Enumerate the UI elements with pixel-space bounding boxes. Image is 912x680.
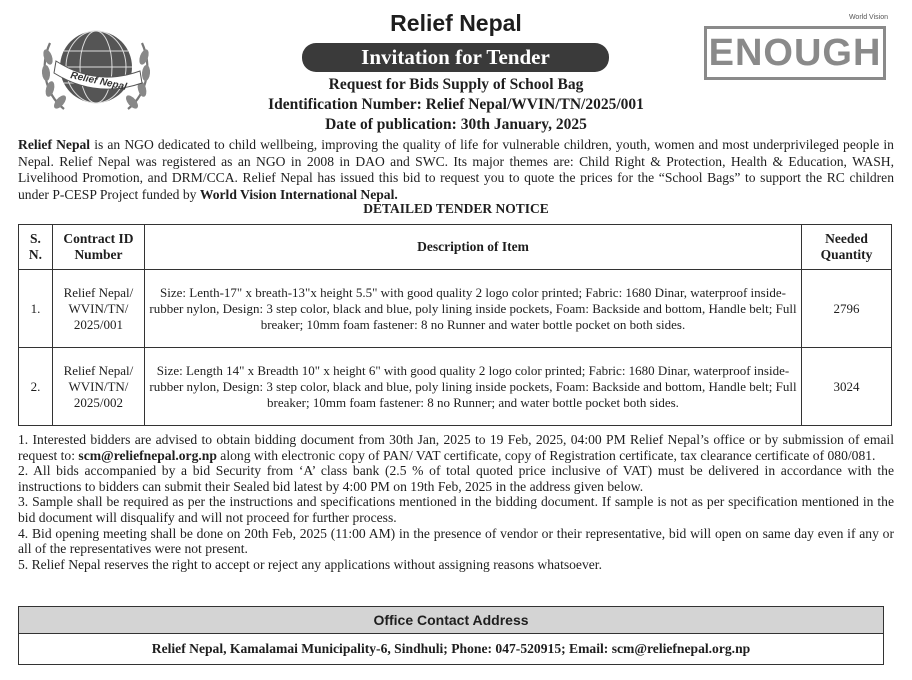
world-vision-caption: World Vision (848, 14, 888, 21)
table-row (19, 270, 892, 348)
table-row (19, 348, 892, 426)
note-email: scm@reliefnepal.org.np (78, 447, 217, 463)
intro-lead: Relief Nepal (18, 137, 91, 152)
publication-date: Date of publication: 30th January, 2025 (325, 116, 587, 133)
note-5: 5. Relief Nepal reserves the right to accept or reject any applications without assigning reasons whatsoever. (18, 556, 602, 572)
note-1: 1. Interested bidders are advised to obtain bidding document from 30th Jan, 2025 to 19 Feb, 2025, 04:00 PM Relief Nepal’s office or by submission of email request to: scm@reliefnepal.org.np along with electronic copy of PAN/ VAT certificate, copy of Registration certificate, tax clearance certificate of 080/081. (18, 432, 894, 463)
header-description: Description of Item (144, 225, 801, 270)
identification-number: Identification Number: Relief Nepal/WVIN/TN/2025/001 (268, 96, 644, 113)
row-description: Size: Lenth-17" x breath-13"x height 5.5" with good quality 2 logo color printed; Fabric: 1680 Dinar, waterproof inside-rubber nylon, Design: 3 step color, black and blue, poly lining inside pockets, Foam: Backside and bottom, Handle belt; Full breaker; 10mm foam fastener: 8 no Runner and water bottle pocket on both sides. (144, 270, 801, 348)
table-header-row (19, 225, 892, 270)
row-quantity: 3024 (802, 348, 892, 426)
tender-banner: Invitation for Tender (302, 43, 609, 72)
office-heading: Office Contact Address (19, 607, 883, 634)
header-sn: S. N. (19, 225, 53, 270)
tender-table (18, 224, 892, 426)
row-sn: 1. (19, 270, 53, 348)
office-address: Relief Nepal, Kamalamai Municipality-6, Sindhuli; Phone: 047-520915; Email: scm@reliefnepal.org.np (151, 641, 751, 656)
row-contract: Relief Nepal/ WVIN/TN/ 2025/001 (52, 270, 144, 348)
notes-list (18, 432, 894, 572)
row-sn: 2. (19, 348, 53, 426)
row-description: Size: Length 14" x Breadth 10" x height 6" with good quality 2 logo color printed; Fabric: 1680 Dinar, waterproof inside-rubber nylon, Design: 3 step color, black and blue, poly lining inside pockets, Foam: Backside and bottom, Handle belt; Full breaker; 10mm foam fastener: 8 no Runner; and water bottle pocket both sides. (144, 348, 801, 426)
tender-subtitle: Request for Bids Supply of School Bag (328, 76, 584, 93)
intro-paragraph (18, 137, 894, 203)
row-quantity: 2796 (802, 270, 892, 348)
org-name: Relief Nepal (390, 10, 522, 36)
office-contact-box (18, 606, 884, 665)
note-4: 4. Bid opening meeting shall be done on 20th Feb, 2025 (11:00 AM) in the presence of vendor or their representative, bid will open on same day even if any or all of the representatives were not present. (18, 525, 894, 557)
note-2: 2. All bids accompanied by a bid Security from ‘A’ class bank (2.5 % of total quoted price inclusive of VAT) must be delivered in accordance with the instructions to bidders can submit their Sealed bid latest by 4:00 PM on 19th Feb, 2025 in the address given below. (18, 463, 894, 494)
intro-funder: World Vision International Nepal. (199, 186, 398, 202)
intro-body: is an NGO dedicated to child wellbeing, improving the quality of life for vulnerable children, youth, women and most underprivileged people in Nepal. Relief Nepal was registered as an NGO in 2008 in DAO and SWC. Its major themes are: Child Right & Protection, Health & Education, WASH, Livelihood Promotion, and DRM/CCA. Relief Nepal has issued this bid to request you to quote the prices for the “School Bags” to support the RC children under P-CESP Project funded by (18, 137, 894, 202)
logo-text: Relief Nepal (69, 70, 128, 93)
header-contract: Contract ID Number (52, 225, 144, 270)
notice-heading: DETAILED TENDER NOTICE (363, 201, 549, 216)
header-quantity: Needed Quantity (802, 225, 892, 270)
note-3: 3. Sample shall be required as per the instructions and specifications mentioned in the bidding document. If sample is not as per specification mentioned in the bid document will disqualify and will not proceed for further process. (18, 494, 894, 525)
row-contract: Relief Nepal/ WVIN/TN/ 2025/002 (52, 348, 144, 426)
partner-logo: ENOUGH (704, 26, 886, 80)
